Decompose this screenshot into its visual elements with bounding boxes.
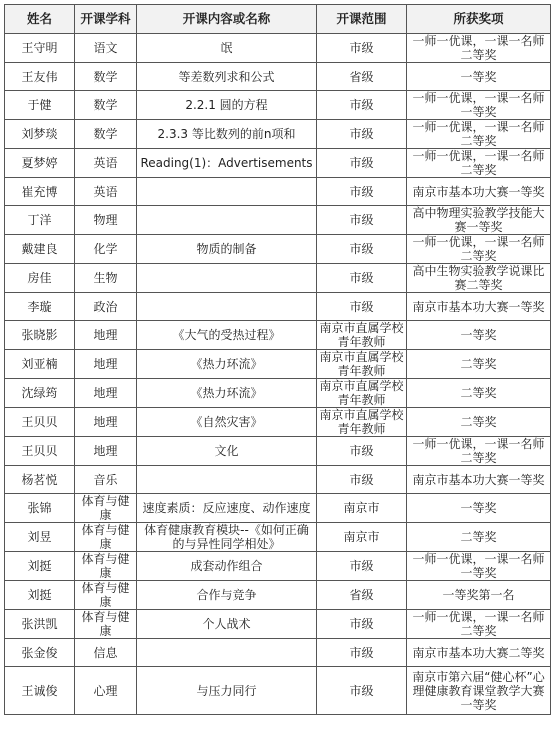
table-row <box>5 379 551 408</box>
cell-name: 张金俊 <box>5 639 75 667</box>
header-subject: 开课学科 <box>75 5 137 34</box>
cell-subject: 体育与健康 <box>75 552 137 581</box>
cell-name: 王贝贝 <box>5 437 75 466</box>
cell-content: 2.3.3 等比数列的前n项和 <box>137 120 317 149</box>
cell-award: 南京市基本功大赛一等奖 <box>407 293 551 321</box>
cell-scope: 市级 <box>317 466 407 494</box>
table-row <box>5 581 551 610</box>
cell-award: 一师一优课，一课一名师二等奖 <box>407 235 551 264</box>
cell-scope: 市级 <box>317 91 407 120</box>
cell-name: 刘梦琰 <box>5 120 75 149</box>
cell-name: 张洪凯 <box>5 610 75 639</box>
header-name: 姓名 <box>5 5 75 34</box>
cell-award: 一等奖第一名 <box>407 581 551 610</box>
cell-subject: 地理 <box>75 437 137 466</box>
cell-award: 一师一优课，一课一名师一等奖 <box>407 91 551 120</box>
cell-subject: 体育与健康 <box>75 523 137 552</box>
cell-content: 《热力环流》 <box>137 379 317 408</box>
cell-content: 物质的制备 <box>137 235 317 264</box>
table-row <box>5 120 551 149</box>
cell-award: 一等奖 <box>407 494 551 523</box>
cell-name: 李璇 <box>5 293 75 321</box>
table-row <box>5 494 551 523</box>
table-row <box>5 206 551 235</box>
cell-content <box>137 293 317 321</box>
cell-name: 王守明 <box>5 34 75 63</box>
table-row <box>5 639 551 667</box>
cell-subject: 英语 <box>75 178 137 206</box>
cell-subject: 体育与健康 <box>75 494 137 523</box>
cell-content: 个人战术 <box>137 610 317 639</box>
cell-content: 体育健康教育模块--《如何正确的与异性同学相处》 <box>137 523 317 552</box>
award-table <box>4 4 551 715</box>
cell-subject: 数学 <box>75 63 137 91</box>
cell-content: 氓 <box>137 34 317 63</box>
cell-subject: 心理 <box>75 667 137 715</box>
cell-award: 一师一优课，一课一名师二等奖 <box>407 34 551 63</box>
table-row <box>5 610 551 639</box>
cell-award: 一师一优课，一课一名师二等奖 <box>407 437 551 466</box>
cell-name: 房佳 <box>5 264 75 293</box>
cell-name: 戴建良 <box>5 235 75 264</box>
table-row <box>5 63 551 91</box>
cell-scope: 市级 <box>317 235 407 264</box>
table-header <box>5 5 551 34</box>
cell-subject: 体育与健康 <box>75 610 137 639</box>
cell-scope: 市级 <box>317 293 407 321</box>
cell-content <box>137 178 317 206</box>
cell-name: 刘昱 <box>5 523 75 552</box>
cell-name: 沈绿筠 <box>5 379 75 408</box>
cell-award: 南京市基本功大赛一等奖 <box>407 466 551 494</box>
cell-scope: 省级 <box>317 581 407 610</box>
header-award: 所获奖项 <box>407 5 551 34</box>
cell-content: 《热力环流》 <box>137 350 317 379</box>
cell-name: 刘挺 <box>5 581 75 610</box>
cell-content <box>137 639 317 667</box>
cell-award: 南京市基本功大赛一等奖 <box>407 178 551 206</box>
header-row <box>5 5 551 34</box>
table-row <box>5 523 551 552</box>
cell-scope: 南京市直属学校青年教师 <box>317 321 407 350</box>
cell-name: 张锦 <box>5 494 75 523</box>
cell-subject: 体育与健康 <box>75 581 137 610</box>
header-content: 开课内容或名称 <box>137 5 317 34</box>
table-body <box>5 34 551 715</box>
table-row <box>5 264 551 293</box>
cell-subject: 地理 <box>75 321 137 350</box>
table-row <box>5 667 551 715</box>
table-row <box>5 437 551 466</box>
cell-name: 王友伟 <box>5 63 75 91</box>
cell-subject: 英语 <box>75 149 137 178</box>
cell-content: 2.2.1 圆的方程 <box>137 91 317 120</box>
cell-content: 文化 <box>137 437 317 466</box>
table-row <box>5 34 551 63</box>
table-row <box>5 235 551 264</box>
cell-award: 一师一优课，一课一名师一等奖 <box>407 552 551 581</box>
table-row <box>5 321 551 350</box>
cell-scope: 市级 <box>317 437 407 466</box>
cell-subject: 地理 <box>75 408 137 437</box>
cell-subject: 数学 <box>75 120 137 149</box>
cell-award: 南京市第六届“健心杯”心理健康教育课堂教学大赛一等奖 <box>407 667 551 715</box>
cell-content: 成套动作组合 <box>137 552 317 581</box>
cell-subject: 地理 <box>75 350 137 379</box>
cell-scope: 市级 <box>317 149 407 178</box>
table-row <box>5 178 551 206</box>
cell-content: 合作与竞争 <box>137 581 317 610</box>
cell-content: 与压力同行 <box>137 667 317 715</box>
cell-award: 一师一优课，一课一名师二等奖 <box>407 149 551 178</box>
cell-scope: 市级 <box>317 34 407 63</box>
cell-scope: 市级 <box>317 552 407 581</box>
cell-name: 夏梦婷 <box>5 149 75 178</box>
cell-name: 刘挺 <box>5 552 75 581</box>
cell-name: 崔充博 <box>5 178 75 206</box>
cell-award: 一等奖 <box>407 321 551 350</box>
cell-award: 一师一优课，一课一名师二等奖 <box>407 120 551 149</box>
cell-scope: 市级 <box>317 178 407 206</box>
cell-content: 等差数列求和公式 <box>137 63 317 91</box>
cell-name: 丁洋 <box>5 206 75 235</box>
cell-scope: 市级 <box>317 610 407 639</box>
cell-content <box>137 264 317 293</box>
cell-scope: 南京市 <box>317 494 407 523</box>
cell-name: 杨茗悦 <box>5 466 75 494</box>
cell-scope: 市级 <box>317 206 407 235</box>
cell-award: 一等奖 <box>407 63 551 91</box>
cell-subject: 数学 <box>75 91 137 120</box>
cell-scope: 南京市 <box>317 523 407 552</box>
cell-subject: 政治 <box>75 293 137 321</box>
cell-content: 速度素质：反应速度、动作速度 <box>137 494 317 523</box>
cell-award: 二等奖 <box>407 379 551 408</box>
table-row <box>5 91 551 120</box>
cell-subject: 语文 <box>75 34 137 63</box>
cell-content <box>137 206 317 235</box>
cell-scope: 市级 <box>317 667 407 715</box>
cell-name: 刘亚楠 <box>5 350 75 379</box>
cell-subject: 生物 <box>75 264 137 293</box>
cell-scope: 市级 <box>317 120 407 149</box>
cell-subject: 化学 <box>75 235 137 264</box>
cell-award: 高中物理实验教学技能大赛一等奖 <box>407 206 551 235</box>
cell-content <box>137 466 317 494</box>
cell-name: 张晓影 <box>5 321 75 350</box>
cell-subject: 信息 <box>75 639 137 667</box>
table-row <box>5 350 551 379</box>
cell-name: 王贝贝 <box>5 408 75 437</box>
table-row <box>5 149 551 178</box>
cell-award: 二等奖 <box>407 408 551 437</box>
cell-scope: 市级 <box>317 639 407 667</box>
table-row <box>5 552 551 581</box>
table-row <box>5 293 551 321</box>
cell-scope: 南京市直属学校青年教师 <box>317 350 407 379</box>
cell-name: 于健 <box>5 91 75 120</box>
cell-award: 一师一优课，一课一名师二等奖 <box>407 610 551 639</box>
table-row <box>5 408 551 437</box>
cell-name: 王诚俊 <box>5 667 75 715</box>
cell-scope: 南京市直属学校青年教师 <box>317 379 407 408</box>
cell-subject: 音乐 <box>75 466 137 494</box>
cell-scope: 省级 <box>317 63 407 91</box>
cell-award: 高中生物实验教学说课比赛二等奖 <box>407 264 551 293</box>
cell-subject: 物理 <box>75 206 137 235</box>
header-scope: 开课范围 <box>317 5 407 34</box>
cell-award: 二等奖 <box>407 523 551 552</box>
cell-award: 二等奖 <box>407 350 551 379</box>
cell-content: 《大气的受热过程》 <box>137 321 317 350</box>
table-row <box>5 466 551 494</box>
cell-content: 《自然灾害》 <box>137 408 317 437</box>
cell-scope: 市级 <box>317 264 407 293</box>
cell-scope: 南京市直属学校青年教师 <box>317 408 407 437</box>
cell-award: 南京市基本功大赛二等奖 <box>407 639 551 667</box>
cell-content: Reading(1)：Advertisements <box>137 149 317 178</box>
cell-subject: 地理 <box>75 379 137 408</box>
